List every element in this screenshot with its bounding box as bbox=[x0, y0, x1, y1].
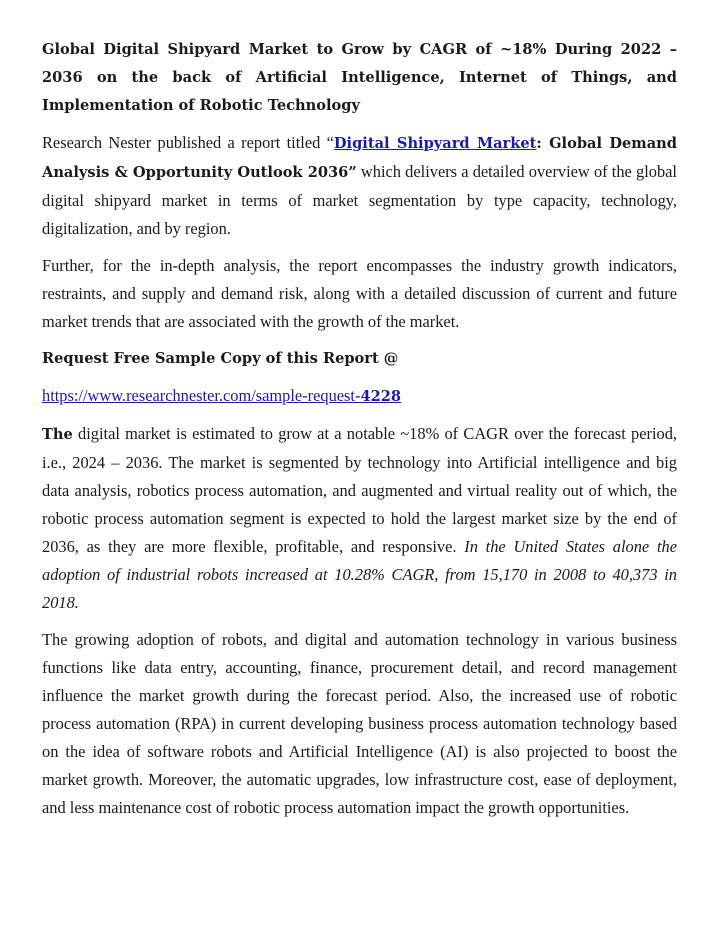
market-estimate-text: digital market is estimated to grow at a notable ~18% of CAGR over the forecast period, i.e., 2024 – 2036. The market is segmented by technology into Artificial intelligence and big data analysis, robotics process automation, and augmented and virtual reality out of which, the robotic process automation segment is expected to hold the largest market size by the end of 2036, as they are more flexible, profitable, and responsive. bbox=[42, 424, 677, 556]
intro-lead-text: Research Nester published a report titled “ bbox=[42, 133, 334, 152]
document-page bbox=[42, 36, 677, 831]
intro-rest-text: which delivers a detailed overview of the global digital shipyard market in terms of market segmentation by type capacity, technology, digitalization, and by region. bbox=[42, 162, 677, 238]
market-estimate-italic: In the United States alone the adoption of industrial robots increased at 10.28% CAGR, from 15,170 in 2008 to 40,373 in 2018. bbox=[42, 537, 677, 612]
report-title-rest: : Global Demand Analysis & Opportunity Outlook 2036” bbox=[42, 135, 677, 181]
document-title: Global Digital Shipyard Market to Grow by CAGR of ~18% During 2022 – 2036 on the back of Artificial Intelligence, Internet of Things, and Implementation of Robotic Technology bbox=[42, 41, 677, 114]
adoption-paragraph: The growing adoption of robots, and digital and automation technology in various business functions like data entry, accounting, finance, procurement detail, and record management influence the market growth during the forecast period. Also, the increased use of robotic process automation (RPA) in current developing business process automation technology based on the idea of software robots and Artificial Intelligence (AI) is also projected to boost the market growth. Moreover, the automatic upgrades, low infrastructure cost, ease of deployment, and less maintenance cost of robotic process automation impact the growth opportunities. bbox=[42, 630, 677, 817]
sample-request-heading: Request Free Sample Copy of this Report @ bbox=[42, 350, 399, 367]
report-title-link[interactable]: Digital Shipyard Market bbox=[333, 135, 537, 152]
market-estimate-lead: The bbox=[42, 426, 73, 443]
sample-request-url-prefix[interactable]: https://www.researchnester.com/sample-request- bbox=[42, 386, 361, 405]
sample-request-link[interactable] bbox=[42, 386, 401, 405]
analysis-paragraph: Further, for the in-depth analysis, the report encompasses the industry growth indicators, restraints, and supply and demand risk, along with a detailed discussion of current and future market trends that are associated with the growth of the market. bbox=[42, 256, 677, 331]
sample-request-url-line bbox=[42, 382, 677, 411]
market-estimate-paragraph bbox=[42, 420, 677, 617]
intro-paragraph bbox=[42, 129, 677, 243]
sample-request-id[interactable]: 4228 bbox=[360, 388, 402, 405]
